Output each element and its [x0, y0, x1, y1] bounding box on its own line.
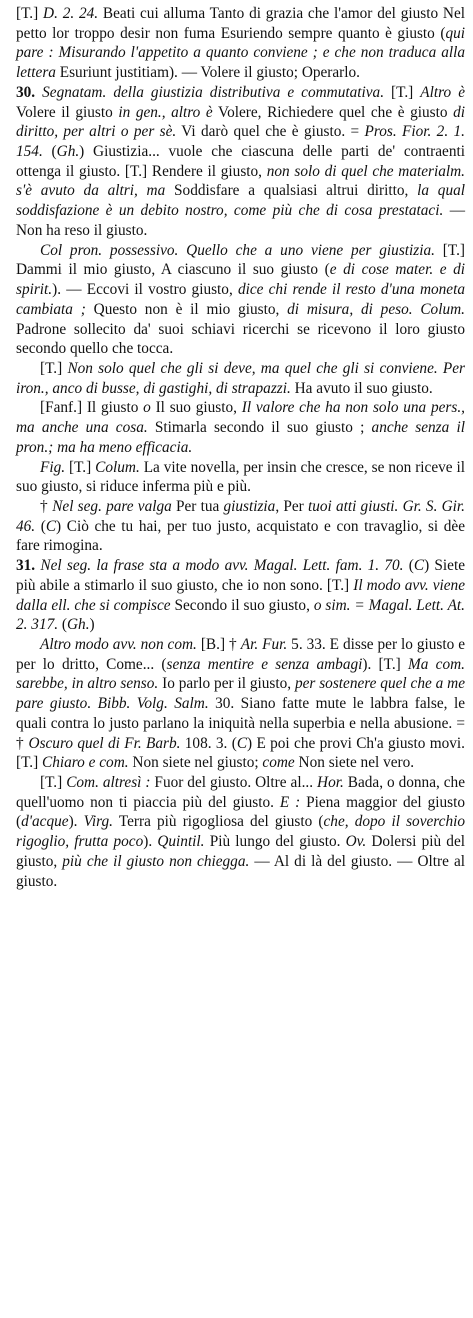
- text-run: Volere il giusto: [16, 83, 469, 121]
- text-run: †: [40, 497, 53, 515]
- text-run: non solo di quel che materialm. s'è avuto da altri, ma: [16, 162, 469, 200]
- paragraph-30: [16, 83, 469, 241]
- text-run: Gh.: [67, 616, 90, 634]
- text-run: Nel seg. la frase sta a modo avv. Magal. Lett. fam. 1. 70.: [35, 557, 404, 575]
- text-run: — Non ha reso il giusto.: [16, 202, 469, 239]
- text-run: Colum.: [95, 458, 140, 476]
- text-run: Bada, o donna, che quell'uomo non ti piaccia più del giusto.: [16, 774, 469, 811]
- text-run: Non siete nel giusto;: [128, 754, 263, 772]
- text-run: [T.]: [40, 774, 67, 792]
- text-run: Beati cui alluma Tanto di grazia che l'amor del giusto Nel petto lor troppo desir non fuma Esuriendo sempre quanto è giusto (: [16, 5, 469, 42]
- text-run: Piena maggior del giusto (: [16, 793, 469, 831]
- text-run: Ma com. sarebbe, in altro senso.: [16, 655, 469, 693]
- text-run: (: [58, 616, 67, 634]
- text-run: ) Ciò che tu hai, per tuo justo, acquistato e con travaglio, si dèe fare rimogina.: [16, 517, 469, 555]
- text-run: Dolersi più del giusto,: [16, 833, 469, 870]
- text-run: Più lungo del giusto.: [204, 833, 346, 851]
- text-run: Io parlo per il giusto,: [158, 675, 295, 693]
- text-run: C: [413, 557, 425, 575]
- text-run: Il valore che ha non solo una pers., ma anche una cosa.: [16, 399, 469, 437]
- text-run: per sostenere quel che a me pare giusto. Bibb. Volg. Salm.: [16, 675, 469, 713]
- text-run: Volere, Richiedere quel che è giusto: [212, 103, 454, 121]
- text-run: [T.]: [384, 83, 421, 101]
- paragraph-altro-modo: [16, 635, 469, 773]
- text-run: C: [45, 517, 57, 535]
- text-run: Per tua: [171, 497, 224, 515]
- text-run: Vi darò quel che è giusto. =: [176, 123, 365, 141]
- text-run: Nel seg. pare valga: [52, 497, 172, 515]
- text-run: Altro modo avv. non com.: [40, 636, 197, 653]
- text-run: o: [143, 399, 151, 417]
- text-run: ).: [68, 813, 84, 831]
- text-run: (: [403, 557, 414, 575]
- text-run: [B.] †: [196, 636, 241, 653]
- text-run: [T.]: [40, 359, 68, 377]
- text-run: Hor.: [317, 774, 344, 792]
- text-run: ). [T.]: [362, 655, 409, 673]
- text-run: D. 2. 24.: [43, 5, 99, 22]
- text-run: Padrone sollecito da' suoi schiavi ricerchi se ricevono il loro giusto secondo quello che tocca.: [16, 300, 469, 358]
- paragraph-nel-seg: [16, 497, 469, 556]
- text-run: [Fanf.] Il giusto: [40, 399, 144, 417]
- text-run: Segnatam. della giustizia distributiva e commutativa.: [35, 83, 385, 101]
- text-run: E :: [279, 793, 301, 811]
- paragraph-31: [16, 556, 469, 635]
- text-run: Quintil.: [157, 833, 205, 851]
- text-run: dice chi rende il resto d'una moneta cambiata ;: [16, 281, 469, 318]
- text-run: [T.]: [65, 458, 96, 476]
- text-run: di diritto, per altri o per sè.: [16, 103, 469, 141]
- text-run: 31.: [16, 557, 36, 575]
- text-run: in gen., altro è: [118, 103, 213, 121]
- text-run: più che il giusto non chiegga.: [62, 852, 250, 870]
- text-run: Com. altresì :: [66, 774, 151, 792]
- text-run: Ha avuto il suo giusto.: [290, 379, 433, 397]
- text-run: 108. 3. (: [180, 734, 237, 752]
- text-run: giustizia: [223, 497, 276, 515]
- text-run: Ov.: [345, 833, 367, 851]
- text-run: Fuor del giusto. Oltre al...: [150, 774, 318, 792]
- text-run: Il modo avv. viene dalla ell. che si compisce: [16, 576, 469, 614]
- text-run: Col pron. possessivo. Quello che a uno viene per giustizia.: [40, 241, 435, 259]
- paragraph-fanf: [16, 398, 469, 457]
- text-run: — Al di là del giusto. — Oltre al giusto.: [16, 852, 469, 890]
- text-run: 30. Siano fatte mute le labbra false, le quali contra lo justo parlano la iniquità nella superbia e nella abusione. = †: [16, 695, 469, 752]
- text-run: La vite novella, per insin che cresce, se non riceve il suo giusto, si riduce inferma più e più.: [16, 458, 469, 496]
- text-run: d'acque: [21, 813, 69, 831]
- text-run: di misura, di peso. Colum.: [287, 300, 465, 318]
- text-run: Esuriunt justitiam). — Volere il giusto; Operarlo.: [55, 64, 360, 82]
- paragraph-non-solo: [16, 359, 469, 398]
- text-run: (: [42, 143, 57, 161]
- text-run: Non siete nel vero.: [294, 754, 415, 772]
- text-run: Chiaro e com.: [42, 754, 129, 772]
- text-run: la qual soddisfazione è un debito nostro, come più che di cosa prestataci.: [16, 182, 469, 220]
- text-run: qui pare : Misurando l'appetito a quanto conviene ; e che non traduca alla lettera: [16, 24, 469, 82]
- text-run: Stimarla secondo il suo giusto ;: [147, 419, 372, 437]
- text-run: 30.: [16, 83, 36, 101]
- text-run: Gh.: [56, 143, 80, 161]
- text-run: Oscuro quel di Fr. Barb.: [28, 734, 181, 752]
- text-run: Secondo il suo giusto,: [170, 596, 314, 614]
- paragraph-com-altresi: [16, 773, 469, 891]
- text-run: Soddisfare a qualsiasi altrui diritto,: [165, 182, 418, 200]
- text-run: C: [236, 734, 248, 752]
- text-run: , Per: [275, 497, 308, 515]
- text-run: ) Siete più abile a stimarlo il suo giusto, che io non sono. [T.]: [16, 557, 469, 594]
- text-run: senza mentire e senza ambagi: [166, 655, 363, 673]
- text-run: 5. 33. E disse per lo giusto e per lo dritto, Come... (: [16, 636, 469, 673]
- text-run: Ar. Fur.: [240, 636, 288, 653]
- text-run: Altro è: [420, 83, 465, 101]
- text-run: Questo non è il mio giusto,: [85, 300, 288, 318]
- text-run: Virg.: [83, 813, 113, 831]
- text-run: anche senza il pron.; ma ha meno efficacia.: [16, 419, 469, 456]
- text-run: ) E poi che provi Ch'a giusto movi. [T.]: [16, 734, 469, 772]
- text-run: ): [89, 616, 95, 634]
- text-run: (: [35, 517, 46, 535]
- text-run: Fig.: [40, 458, 66, 476]
- text-run: Terra più rigogliosa del giusto (: [112, 813, 324, 831]
- text-run: [T.]: [16, 5, 44, 22]
- paragraph-col-pron: [16, 241, 469, 359]
- text-run: Il suo giusto,: [150, 399, 242, 417]
- text-run: [T.] Dammi il mio giusto, A ciascuno il suo giusto (: [16, 241, 469, 279]
- text-run: come: [262, 754, 295, 772]
- text-run: Pros. Fior. 2. 1. 154.: [16, 123, 469, 161]
- text-run: e di cose mater. e di spirit.: [16, 261, 469, 299]
- text-run: ).: [143, 833, 158, 851]
- text-run: o sim. = Magal. Lett. At. 2. 317.: [16, 596, 469, 634]
- text-run: ). — Eccovi il vostro giusto,: [52, 281, 238, 299]
- text-run: Non solo quel che gli si deve, ma quel che gli si conviene. Per iron., anco di busse, di gastighi, di strapazzi.: [16, 359, 469, 397]
- paragraph-3: [16, 4, 469, 83]
- text-run: tuoi atti giusti. Gr. S. Gir. 46.: [16, 497, 469, 535]
- paragraph-fig: [16, 458, 469, 497]
- text-run: ) Giustizia... vuole che ciascuna delle parti de' contraenti ottenga il giusto. [T.] Rendere il giusto,: [16, 143, 469, 180]
- text-run: che, dopo il soverchio rigoglio, frutta poco: [16, 813, 469, 851]
